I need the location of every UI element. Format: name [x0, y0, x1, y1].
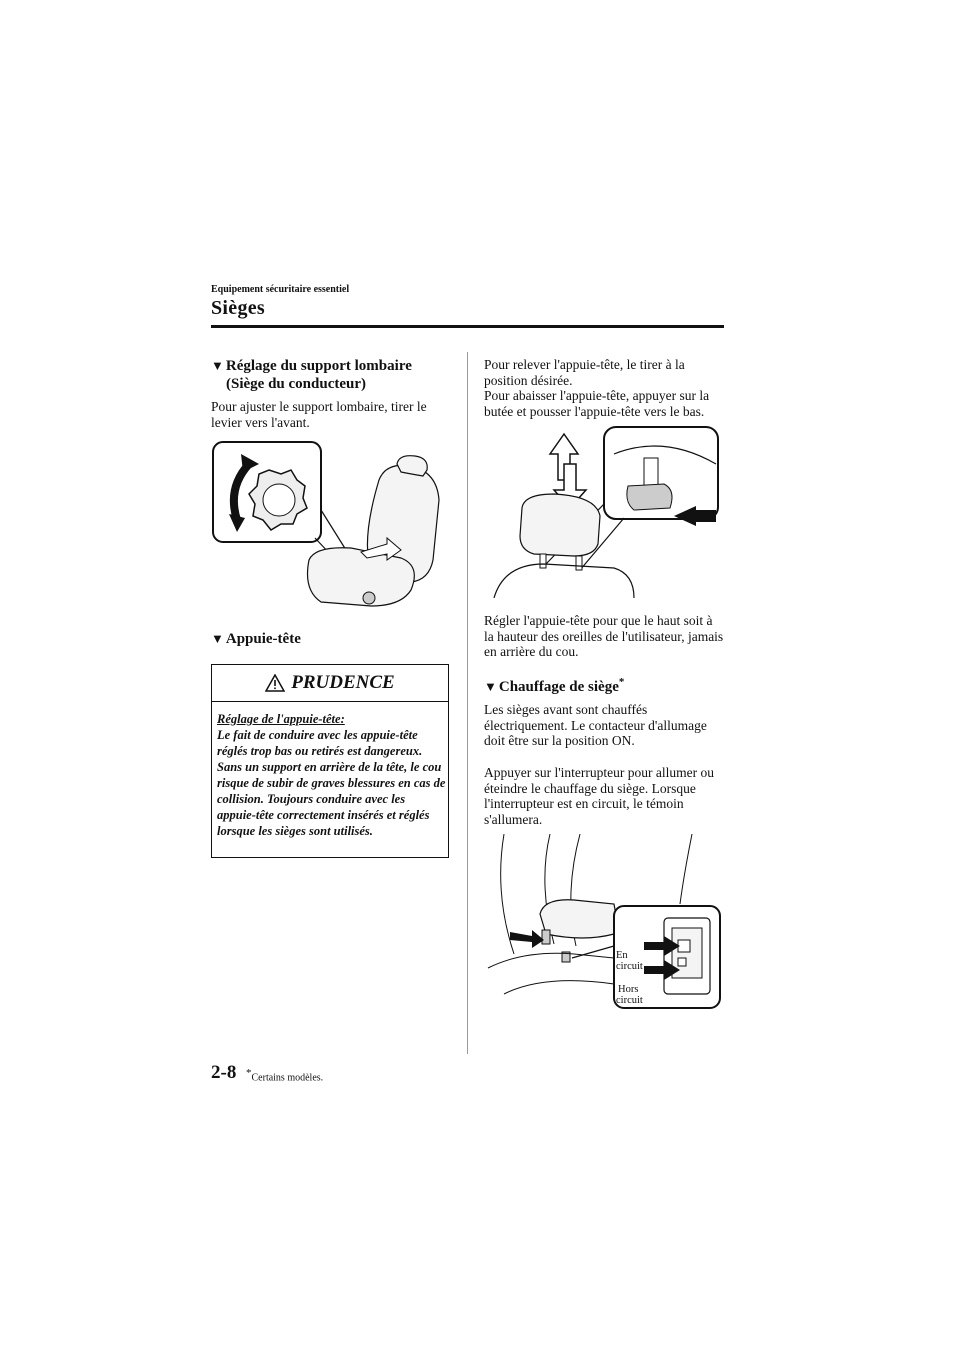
off-label: Hors circuit — [616, 984, 643, 1006]
triangle-bullet-icon: ▼ — [211, 631, 224, 646]
heating-text-1: Les sièges avant sont chauffés électriquement. Le contacteur d'allumage doit être sur la position ON. — [484, 702, 707, 748]
seat-heater-illustration — [484, 834, 724, 1012]
lumbar-text: Pour ajuster le support lombaire, tirer le levier vers l'avant. — [211, 399, 427, 430]
title-rule — [211, 325, 724, 328]
heating-text-2: Appuyer sur l'interrupteur pour allumer ou éteindre le chauffage du siège. Lorsque l'interrupteur est en circuit, le témoin s'allumera. — [484, 765, 714, 827]
headrest-illustration — [484, 424, 724, 600]
headrest-heading: ▼ Appuie-tête — [211, 631, 301, 647]
page-title: Sièges — [211, 297, 266, 319]
caution-body — [217, 711, 447, 839]
lumbar-heading: ▼ Réglage du support lombaire (Siège du conducteur) — [211, 358, 412, 392]
column-divider — [467, 352, 468, 1054]
caution-header — [212, 665, 448, 702]
lumbar-support-illustration — [211, 440, 451, 610]
heating-heading: ▼ Chauffage de siège* — [484, 676, 625, 695]
page-number: 2-8 — [211, 1062, 237, 1083]
section-label: Equipement sécuritaire essentiel — [211, 284, 350, 295]
footnote: *Certains modèles. — [246, 1067, 324, 1084]
triangle-bullet-icon: ▼ — [484, 679, 497, 694]
headrest-instructions: Pour relever l'appuie-tête, le tirer à la position désirée. Pour abaisser l'appuie-tête, appuyer sur la butée et pousser l'appuie-tête vers le bas. — [484, 357, 710, 419]
triangle-bullet-icon: ▼ — [211, 358, 224, 373]
headrest-adjust-text: Régler l'appuie-tête pour que le haut soit à la hauteur des oreilles de l'utilisateur, jamais en arrière du cou. — [484, 613, 724, 659]
caution-title: PRUDENCE — [291, 672, 395, 693]
caution-subtitle: Réglage de l'appuie-tête: — [217, 712, 345, 726]
warning-icon — [265, 674, 285, 692]
on-label: En circuit — [616, 950, 643, 972]
caution-box — [211, 664, 449, 858]
caution-text: Le fait de conduire avec les appuie-tête réglés trop bas ou retirés est dangereux. Sans un support en arrière de la tête, le cou risque de subir de graves blessures en cas de collision. Toujours conduire avec les appuie-tête correctement insérés et réglés lorsque les sièges sont utilisés. — [217, 728, 446, 838]
